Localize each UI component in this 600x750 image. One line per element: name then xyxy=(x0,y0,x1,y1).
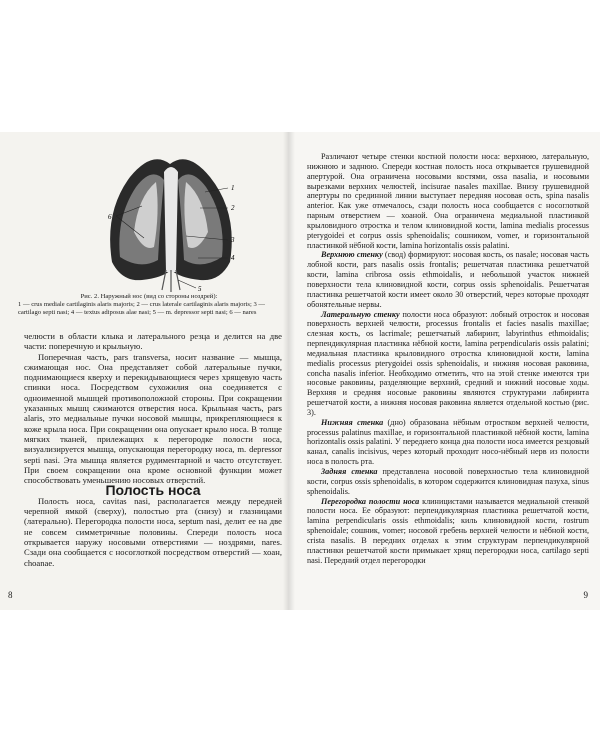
paragraph-text: клиницистами называется медиальной стенкой полости носа. Ее образуют: перпендикулярная пластинка решетчатой кости, lamina perpendicularis ossis ethmoidalis; киль клиновидной кости, rostrum sphenoidale; сошник, vomer; носовой гребень верхней челюсти и нёбной кости, crista nasalis. В передних отделах к этим структурам перпендикулярной пластинки решетчатой кости примыкает хрящ перегородки носа, cartilago septi nasi. Передний отдел перегородки xyxy=(307,496,589,565)
lead-term: Задняя стенка xyxy=(321,467,378,476)
paragraph: Различают четыре стенки костной полости носа: верхнюю, латеральную, нижнюю и заднюю. Спереди костная полость носа открывается грушевидной апертурой. Она ограничена носовыми костями, ossa nasalia, и носовыми вырезками верхних челюстей, incisurae nasales maxillae. Внизу грушевидной апертуры по срединной линии выступает передняя носовая ость, spina nasalis anterior. Как уже отмечалось, сзади полость носа сообщается с носоглоткой парным отверстием — хоаной. Она ограничена медиальной пластинкой крыловидного отростка и телом клиновидной кости, lamina medialis processus pterygoidei et corpus ossis sphenoidalis; сошником, vomer, и горизонтальной пластинкой нёбной кости, lamina horizontalis ossis palatini. xyxy=(307,152,589,250)
figure-label-1: 1 xyxy=(231,184,235,192)
lead-term: Нижняя стенка xyxy=(321,417,384,427)
lead-term: Верхнюю стенку xyxy=(321,250,383,260)
paragraph-text: полости носа образуют: лобный отросток и носовая поверхность верхней челюсти, processus frontalis et facies nasalis maxillae; слезная кость, os lacrimale; решетчатый лабиринт, labyrinthus ethmoidalis; перпендикулярная пластинка нёбной кости, lamina perpendicularis ossis palatini; медиальная пластинка крыловидного отростка клиновидной кости, lamina medialis processus pterygoidei ossis sphenoidalis, и нижняя носовая раковина, concha nasalis inferior. Необходимо отметить, что на этой стенке имеются три носовые раковины, разделяющие верхний, средний и нижний носовые ходы. Верхняя и средняя носовые раковины являются структурами лабиринта решетчатой кости, а нижняя носовая раковина является отдельной костью (рис. 3). xyxy=(307,309,589,417)
lead-term: Латеральную стенку xyxy=(321,309,400,319)
section-heading: Полость носа xyxy=(105,482,201,499)
figure-label-4: 4 xyxy=(231,254,235,262)
page-number-right: 9 xyxy=(583,590,588,600)
paragraph xyxy=(307,310,589,418)
paragraph: Поперечная часть, pars transversa, носит название — мышца, сжимающая нос. Она представляет собой латеральные пучки, поднимающиеся кверху и перекидывающиеся через хрящевую часть спинки носа. Посредством сухожилия она соединяется с одноименной мышцей противоположной стороны. При сокращении указанных мышц сжимаются отверстия носа. Крыльная часть, pars alaris, это медиальные пучки носовой мышцы, прикрепляющиеся к коже крыла носа. При сокращении она опускает крыло носа. В толще мягких тканей, прилежащих к перегородке полости носа, визуализируется мышца, опускающая перегородку носа, m. depressor septi nasi. Эта мышца является рудиментарной и часто отсутствует. При своем сокращении она кроме основной функции может способствовать уменьшению носовых отверстий. xyxy=(24,351,282,486)
left-page xyxy=(0,132,289,610)
right-page xyxy=(289,132,600,610)
paragraph: челюсти в области клыка и латерального резца и делится на две части: поперечную и крыльную. xyxy=(24,331,282,352)
figure-caption-title: Рис. 2. Наружный нос (вид со стороны ноздрей): xyxy=(80,293,218,300)
left-page-body xyxy=(24,331,282,568)
paragraph-text: (свод) формируют: носовая кость, os nasale; носовая часть лобной кости, pars nasalis ossis frontalis; решетчатая пластинка решетчатой кости, lamina cribrosa ossis ethmoidalis, и небольшой участок нижней поверхности тела клиновидной кости, corpus ossis sphenoidalis. Решетчатая пластинка решетчатой кости имеет около 30 отверстий, через которые проходят обонятельные нервы. xyxy=(307,250,589,309)
paragraph-text: (дно) образована нёбным отростком верхней челюсти, processus palatinus maxillae, и горизонтальной пластинкой нёбной кости, lamina horizontalis ossis palatini. У переднего конца дна полости носа имеется резцовый канал, canalis incisivus, через который проходит носо-нёбный нерв из полости носа в полость рта. xyxy=(307,417,590,467)
figure-label-2: 2 xyxy=(231,204,235,212)
nose-illustration xyxy=(100,142,242,292)
figure-label-6: 6 xyxy=(108,213,112,221)
paragraph xyxy=(307,497,589,566)
paragraph xyxy=(307,418,589,467)
figure-caption-text: 1 — crus mediale cartilaginis alaris majoris; 2 — crus laterale cartilaginis alaris majoris; 3 — cartilago septi nasi; 4 — textus adiposus alae nasi; 5 — m. depressor septi nasi; 6 — nares xyxy=(18,301,266,316)
paragraph: Полость носа, cavitas nasi, располагается между передней черепной ямкой (сверху), полостью рта (снизу) и глазницами (латерально). Перегородка полости носа, septum nasi, делит ее на две не совсем симметричные половины. Спереди полость носа открывается наружу носовыми отверстиями — ноздрями, nares. Сзади она сообщается с носоглоткой посредством отверстий — хоан, choanae. xyxy=(24,495,282,568)
lead-term: Перегородка полости носа xyxy=(321,496,420,506)
page-number-left: 8 xyxy=(8,590,13,600)
figure-label-3: 3 xyxy=(231,236,235,244)
book-gutter xyxy=(283,132,295,610)
paragraph xyxy=(307,250,589,309)
paragraph-text: представлена носовой поверхностью тела клиновидной кости, corpus ossis sphenoidalis, в котором содержится клиновидная пазуха, sinus sphenoidalis. xyxy=(307,467,589,496)
book-spread xyxy=(0,132,600,610)
figure-caption xyxy=(18,293,280,317)
right-page-body xyxy=(307,152,589,565)
paragraph xyxy=(307,467,589,497)
figure-label-5: 5 xyxy=(198,285,202,292)
